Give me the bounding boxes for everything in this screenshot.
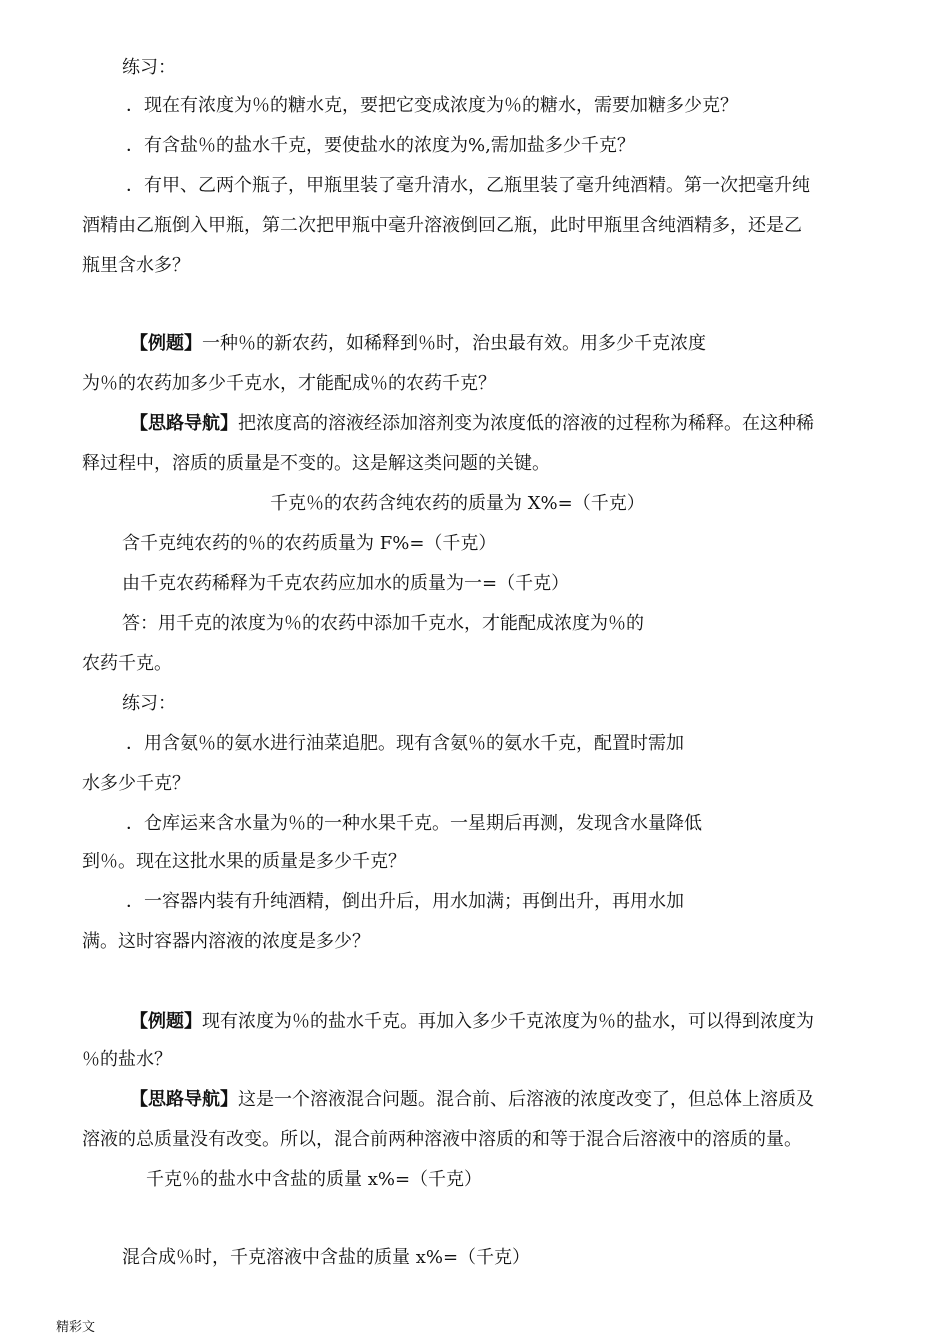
example-tag: 【例题】 — [130, 1011, 202, 1032]
exercise-label-2: 练习： — [122, 693, 176, 714]
exercise-2-question-3-line-1: ．一容器内装有升纯酒精，倒出升后，用水加满；再倒出升，再用水加 — [126, 891, 684, 912]
exercise-2-question-2-line-2: 到％。现在这批水果的质量是多少千克？ — [82, 851, 406, 872]
example-2-line-1 — [130, 1010, 814, 1034]
exercise-2-question-2-line-1: ．仓库运来含水量为％的一种水果千克。一星期后再测，发现含水量降低 — [126, 813, 702, 834]
guide-1-line-2: 释过程中，溶质的质量是不变的。这是解这类问题的关键。 — [82, 453, 550, 474]
example-text: 一种％的新农药，如稀释到％时，治虫最有效。用多少千克浓度 — [202, 333, 706, 354]
guide-tag: 【思路导航】 — [130, 1089, 238, 1110]
guide-tag: 【思路导航】 — [130, 413, 238, 434]
exercise-2-question-1-line-2: 水多少千克？ — [82, 773, 190, 794]
exercise-question-1: ．现在有浓度为％的糖水克，要把它变成浓度为％的糖水，需要加糖多少克？ — [126, 95, 738, 116]
calc-2-1: 千克％的盐水中含盐的质量 x%=（千克） — [146, 1169, 483, 1190]
exercise-question-3-line-2: 酒精由乙瓶倒入甲瓶，第二次把甲瓶中毫升溶液倒回乙瓶，此时甲瓶里含纯酒精多，还是乙 — [82, 215, 802, 236]
example-2-line-2: ％的盐水？ — [82, 1049, 172, 1070]
guide-text: 这是一个溶液混合问题。混合前、后溶液的浓度改变了，但总体上溶质及 — [238, 1089, 814, 1110]
guide-text: 把浓度高的溶液经添加溶剂变为浓度低的溶液的过程称为稀释。在这种稀 — [238, 413, 814, 434]
footer-text: 精彩文 — [56, 1320, 96, 1335]
example-1-line-1 — [130, 332, 706, 356]
guide-2-line-1 — [130, 1088, 814, 1112]
calc-1-3: 由千克农药稀释为千克农药应加水的质量为一=（千克） — [122, 573, 570, 594]
exercise-label: 练习： — [122, 57, 176, 78]
example-tag: 【例题】 — [130, 333, 202, 354]
example-1-line-2: 为％的农药加多少千克水，才能配成％的农药千克？ — [82, 373, 496, 394]
answer-1-line-2: 农药千克。 — [82, 653, 172, 674]
example-text: 现有浓度为％的盐水千克。再加入多少千克浓度为％的盐水，可以得到浓度为 — [202, 1011, 814, 1032]
exercise-question-3-line-3: 瓶里含水多？ — [82, 255, 190, 276]
exercise-question-3-line-1: ．有甲、乙两个瓶子，甲瓶里装了毫升清水，乙瓶里装了毫升纯酒精。第一次把毫升纯 — [126, 175, 810, 196]
guide-1-line-1 — [130, 412, 814, 436]
calc-2-2: 混合成％时，千克溶液中含盐的质量 x%=（千克） — [122, 1247, 531, 1268]
calc-1-1: 千克％的农药含纯农药的质量为 X%=（千克） — [270, 493, 645, 514]
exercise-2-question-3-line-2: 满。这时容器内溶液的浓度是多少？ — [82, 931, 370, 952]
guide-2-line-2: 溶液的总质量没有改变。所以，混合前两种溶液中溶质的和等于混合后溶液中的溶质的量。 — [82, 1129, 802, 1150]
exercise-question-2: ．有含盐％的盐水千克，要使盐水的浓度为%,需加盐多少千克？ — [126, 135, 635, 156]
calc-1-2: 含千克纯农药的％的农药质量为 F%=（千克） — [122, 533, 497, 554]
answer-1-line-1: 答：用千克的浓度为％的农药中添加千克水，才能配成浓度为％的 — [122, 613, 644, 634]
exercise-2-question-1-line-1: ．用含氨％的氨水进行油菜追肥。现有含氨％的氨水千克，配置时需加 — [126, 733, 684, 754]
